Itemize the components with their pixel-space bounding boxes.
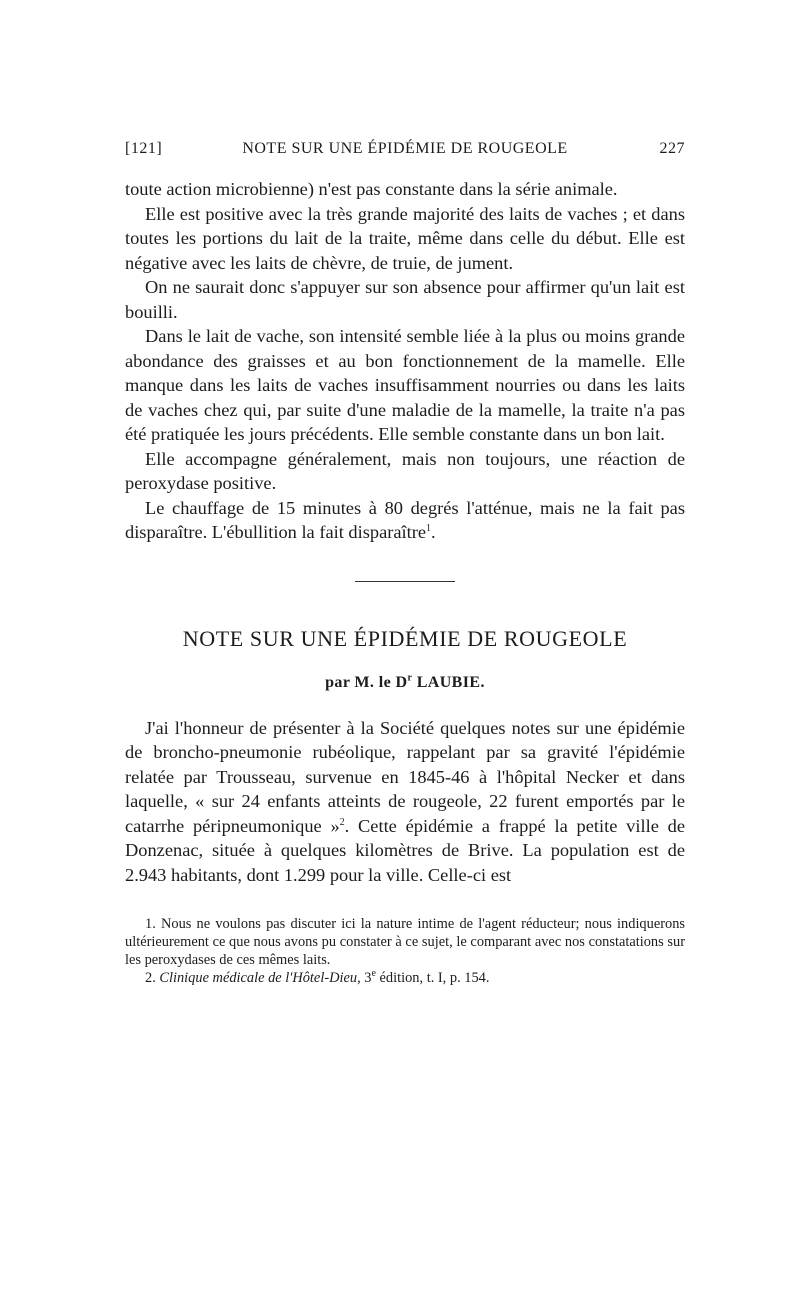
running-head-left-number: [121] <box>125 140 163 157</box>
footnote-2-prefix: 2. <box>145 970 160 986</box>
paragraph: Elle accompagne généralement, mais non toujours, une réaction de peroxydase positive. <box>125 448 685 493</box>
book-page <box>125 140 685 987</box>
paragraph-part1: J'ai l'honneur de présenter à la Société quelques notes sur une épidémie de broncho-pneumonie rubéolique, rappelant par sa gravité l'épidémie relatée par Trousseau, survenue en 1845-46 à l'hôpital Necker et dans laquelle, « sur 24 enfants atteints de rougeole, 22 furent emportés par le catarrhe péripneumonique » <box>125 717 685 836</box>
byline-prefix: par M. le D <box>325 673 408 691</box>
footnote-2 <box>125 969 685 987</box>
paragraph-part2: . Cette épidémie a frappé la petite ville de Donzenac, située à quelques kilomètres de Brive. La population est de 2.943 habitants, dont 1.299 pour la ville. Celle-ci est <box>125 815 685 885</box>
footnotes <box>125 915 685 987</box>
paragraph-last <box>125 496 685 545</box>
paragraph: Dans le lait de vache, son intensité semble liée à la plus ou moins grande abondance des graisses et au bon fonctionnement de la mamelle. Elle manque dans les laits de vaches insuffisamment nourries ou dans les laits de vaches chez qui, par suite d'une maladie de la mamelle, la traite n'a pas été pratiquée les jours précédents. Elle semble constante dans un bon lait. <box>125 326 685 444</box>
page-number: 227 <box>659 140 685 157</box>
footnote-2-rest: édition, t. I, p. 154. <box>375 970 490 986</box>
byline-name: LAUBIE. <box>416 673 485 691</box>
footnote-2-title: Clinique médicale de l'Hôtel-Dieu, <box>159 970 361 986</box>
paragraph: Elle est positive avec la très grande majorité des laits de vaches ; et dans toutes les portions du lait de la traite, même dans celle du début. Elle est négative avec les laits de chèvre, de truie, de jument. <box>125 203 685 273</box>
paragraph <box>125 716 685 888</box>
paragraph: On ne saurait donc s'appuyer sur son absence pour affirmer qu'un lait est bouilli. <box>125 277 685 322</box>
running-head-title: NOTE SUR UNE ÉPIDÉMIE DE ROUGEOLE <box>242 140 568 157</box>
paragraph-text: Le chauffage de 15 minutes à 80 degrés l'atténue, mais ne la fait pas disparaître. L'ébullition la fait disparaître <box>125 497 685 542</box>
previous-article-text <box>125 177 685 545</box>
paragraph: toute action microbienne) n'est pas constante dans la série animale. <box>125 179 618 199</box>
article-title: NOTE SUR UNE ÉPIDÉMIE DE ROUGEOLE <box>182 625 628 651</box>
section-divider <box>355 581 455 582</box>
paragraph-end: . <box>431 522 436 542</box>
running-head <box>125 140 685 164</box>
byline <box>125 674 685 692</box>
footnote-2-edition: 3 <box>360 970 372 986</box>
article-text <box>125 716 685 888</box>
footnote-1: 1. Nous ne voulons pas discuter ici la nature intime de l'agent réducteur; nous indiquerons ultérieurement ce que nous avons pu constater à ce sujet, le comparant avec nos constatations sur les peroxydases de ces mêmes laits. <box>125 916 685 968</box>
footnote-2-edition-sup: e <box>371 968 376 980</box>
byline-sup: r <box>407 672 413 684</box>
footnote-ref-1: 1 <box>426 522 432 534</box>
footnote-ref-2: 2 <box>339 816 345 828</box>
